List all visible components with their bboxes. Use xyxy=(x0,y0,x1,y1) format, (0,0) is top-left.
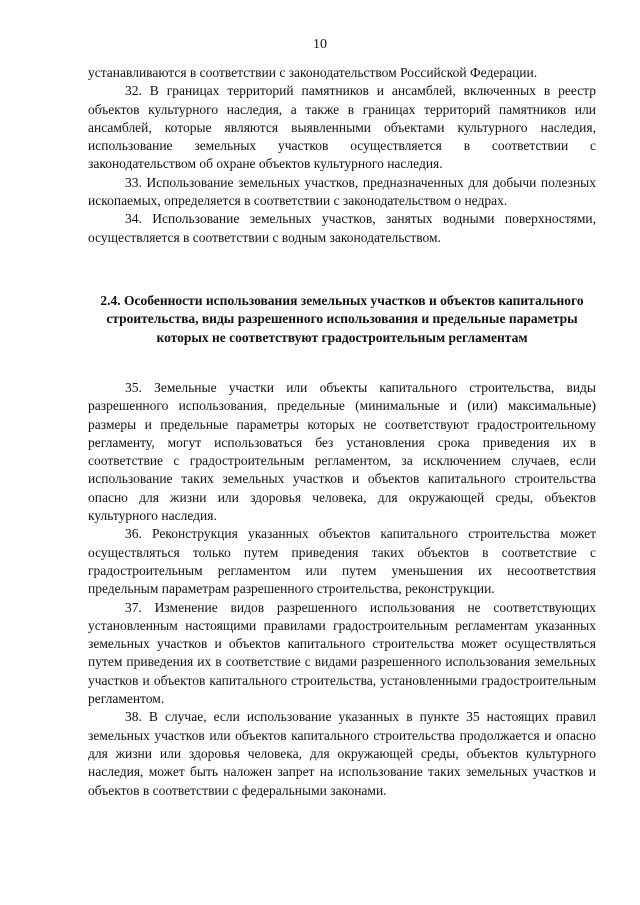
paragraph-36: 36. Реконструкция указанных объектов капитального строительства может осуществляться только путем приведения таких объектов в соответствие с градостроительным регламентом или путем уменьшения их несоответствия предельным параметрам разрешенного строительства, реконструкции. xyxy=(88,526,596,597)
paragraph-38: 38. В случае, если использование указанных в пункте 35 настоящих правил земельных участков или объектов капитального строительства продолжается и опасно для жизни или здоровья человека, для окружающей среды, объектов культурного наследия, может быть наложен запрет на использование таких земельных участков и объектов в соответствии с федеральными законами. xyxy=(88,709,596,798)
text-block-before-heading xyxy=(88,64,596,247)
paragraph-continuation: устанавливаются в соответствии с законодательством Российской Федерации. xyxy=(88,65,538,80)
paragraph-37: 37. Изменение видов разрешенного использования не соответствующих установленным настоящими правилами градостроительным регламентам указанных земельных участков и объектов капитального строительства может осуществляться путем приведения их в соответствие с видами разрешенного использования земельных участков и объектов капитального строительства, установленными градостроительным регламентом. xyxy=(88,599,596,707)
text-block-after-heading xyxy=(88,379,596,800)
paragraph-34: 34. Использование земельных участков, занятых водными поверхностями, осуществляется в соответствии с водным законодательством. xyxy=(88,211,596,245)
paragraph-35: 35. Земельные участки или объекты капитального строительства, виды разрешенного использования, предельные (минимальные и (или) максимальные) размеры и предельные параметры которых не соответствуют градостроительному регламенту, могут использоваться без установления срока приведения их в соответствие с градостроительным регламентом, за исключением случаев, если использование таких земельных участков и объектов капитального строительства опасно для жизни или здоровья человека, для окружающей среды, объектов культурного наследия. xyxy=(88,380,596,524)
section-heading: 2.4. Особенности использования земельных участков и объектов капитального строительства, виды разрешенного использования и предельные параметры которых не соответствуют градостроительным регламентам xyxy=(100,293,584,345)
page-number: 10 xyxy=(313,37,327,52)
paragraph-33: 33. Использование земельных участков, предназначенных для добычи полезных ископаемых, определяется в соответствии с законодательством о недрах. xyxy=(88,174,596,209)
paragraph-32: 32. В границах территорий памятников и ансамблей, включенных в реестр объектов культурного наследия, а также в границах территорий памятников или ансамблей, которые являются выявленными объектами культурного наследия, использование земельных участков осуществляется в соответствии с законодательством об охране объектов культурного наследия. xyxy=(88,83,596,172)
